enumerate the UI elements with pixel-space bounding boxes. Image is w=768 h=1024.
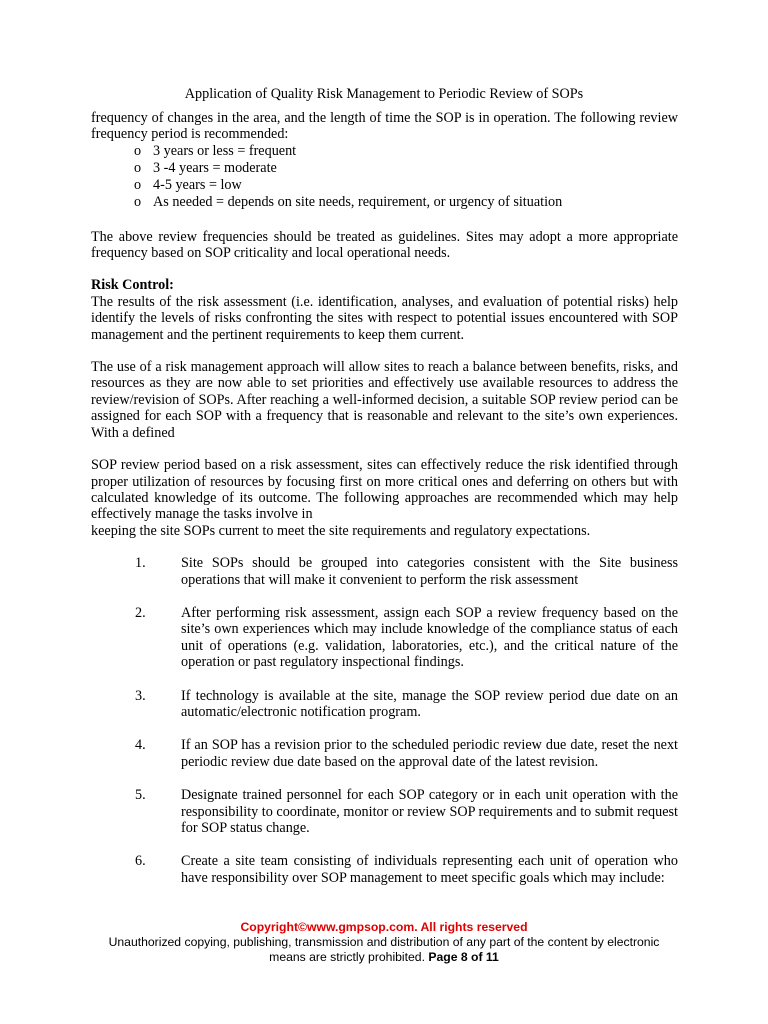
intro-paragraph: frequency of changes in the area, and the length of time the SOP is in operation. The following review frequency period is recommended: [91, 110, 678, 143]
risk-control-paragraph-2: The use of a risk management approach will allow sites to reach a balance between benefits, risks, and resources as they are now able to set priorities and effectively use available resources to address the review/revision of SOPs. After reaching a well-informed decision, a suitable SOP review period can be assigned for each SOP with a frequency that is reasonable and relevant to the site’s own experiences. With a defined [91, 359, 678, 441]
page-header-title: Application of Quality Risk Management to Periodic Review of SOPs [184, 86, 584, 102]
step-number: 3. [135, 687, 146, 704]
list-item [134, 160, 678, 177]
unauthorized-notice-text: means are strictly prohibited. [269, 950, 425, 964]
risk-control-paragraph-3-last-line: keeping the site SOPs current to meet the site requirements and regulatory expectations. [91, 522, 591, 539]
step-number: 2. [135, 604, 146, 621]
guidelines-paragraph: The above review frequencies should be treated as guidelines. Sites may adopt a more appropriate frequency based on SOP criticality and local operational needs. [91, 228, 678, 262]
list-item [91, 787, 678, 836]
step-text: If technology is available at the site, manage the SOP review period due date on an automatic/electronic notification program. [181, 687, 678, 720]
list-item [91, 605, 678, 671]
list-item [91, 555, 678, 588]
step-text: After performing risk assessment, assign each SOP a review frequency based on the site’s own experiences which may include knowledge of the compliance status of each unit of operations (e.g. validation, laboratories, etc.), and the critical nature of the operation or past regulatory inspectional findings. [181, 604, 678, 671]
list-item [91, 737, 678, 770]
unauthorized-notice-line-1: Unauthorized copying, publishing, transmission and distribution of any part of the content by electronic [108, 935, 660, 949]
bullet-text: 4-5 years = low [153, 177, 242, 194]
page-number: Page 8 of 11 [428, 950, 499, 964]
list-item [134, 177, 678, 194]
bullet-mark: o [134, 142, 142, 159]
step-number: 6. [135, 853, 146, 870]
risk-control-paragraph-1: The results of the risk assessment (i.e. identification, analyses, and evaluation of potential risks) help identify the levels of risks confronting the sites with respect to potential issues encountered with SOP management and the pertinent requirements to keep them current. [91, 293, 678, 343]
review-frequency-list [91, 143, 678, 212]
step-text: Site SOPs should be grouped into categories consistent with the Site business operations that will make it convenient to perform the risk assessment [181, 555, 678, 588]
bullet-mark: o [134, 194, 142, 211]
bullet-text: 3 years or less = frequent [153, 142, 297, 159]
section-heading-risk-control: Risk Control: [91, 277, 174, 294]
page-body [91, 110, 678, 886]
step-text: Designate trained personnel for each SOP category or in each unit operation with the responsibility to coordinate, monitor or review SOP requirements and to submit request for SOP status change. [181, 787, 678, 836]
unauthorized-notice-line-2 [0, 950, 768, 965]
approaches-list [91, 555, 678, 886]
step-text: If an SOP has a revision prior to the scheduled periodic review due date, reset the next periodic review due date based on the approval date of the latest revision. [181, 737, 678, 770]
step-number: 1. [135, 555, 146, 572]
list-item [91, 853, 678, 886]
step-number: 4. [135, 737, 146, 754]
page-footer [0, 920, 768, 965]
copyright-notice: Copyright©www.gmpsop.com. All rights reserved [240, 920, 528, 934]
bullet-mark: o [134, 177, 142, 194]
bullet-text: 3 -4 years = moderate [153, 160, 277, 177]
list-item [91, 688, 678, 721]
step-text: Create a site team consisting of individuals representing each unit of operation who have responsibility over SOP management to meet specific goals which may include: [181, 853, 678, 886]
list-item [134, 194, 678, 211]
risk-control-paragraph-3: SOP review period based on a risk assessment, sites can effectively reduce the risk identified through proper utilization of resources by focusing first on more critical ones and deferring on others but with calculated knowledge of its outcome. The following approaches are recommended which may help effectively manage the tasks involve in [91, 457, 678, 523]
step-number: 5. [135, 787, 146, 804]
bullet-mark: o [134, 160, 142, 177]
list-item [134, 143, 678, 160]
bullet-text: As needed = depends on site needs, requirement, or urgency of situation [153, 194, 563, 211]
